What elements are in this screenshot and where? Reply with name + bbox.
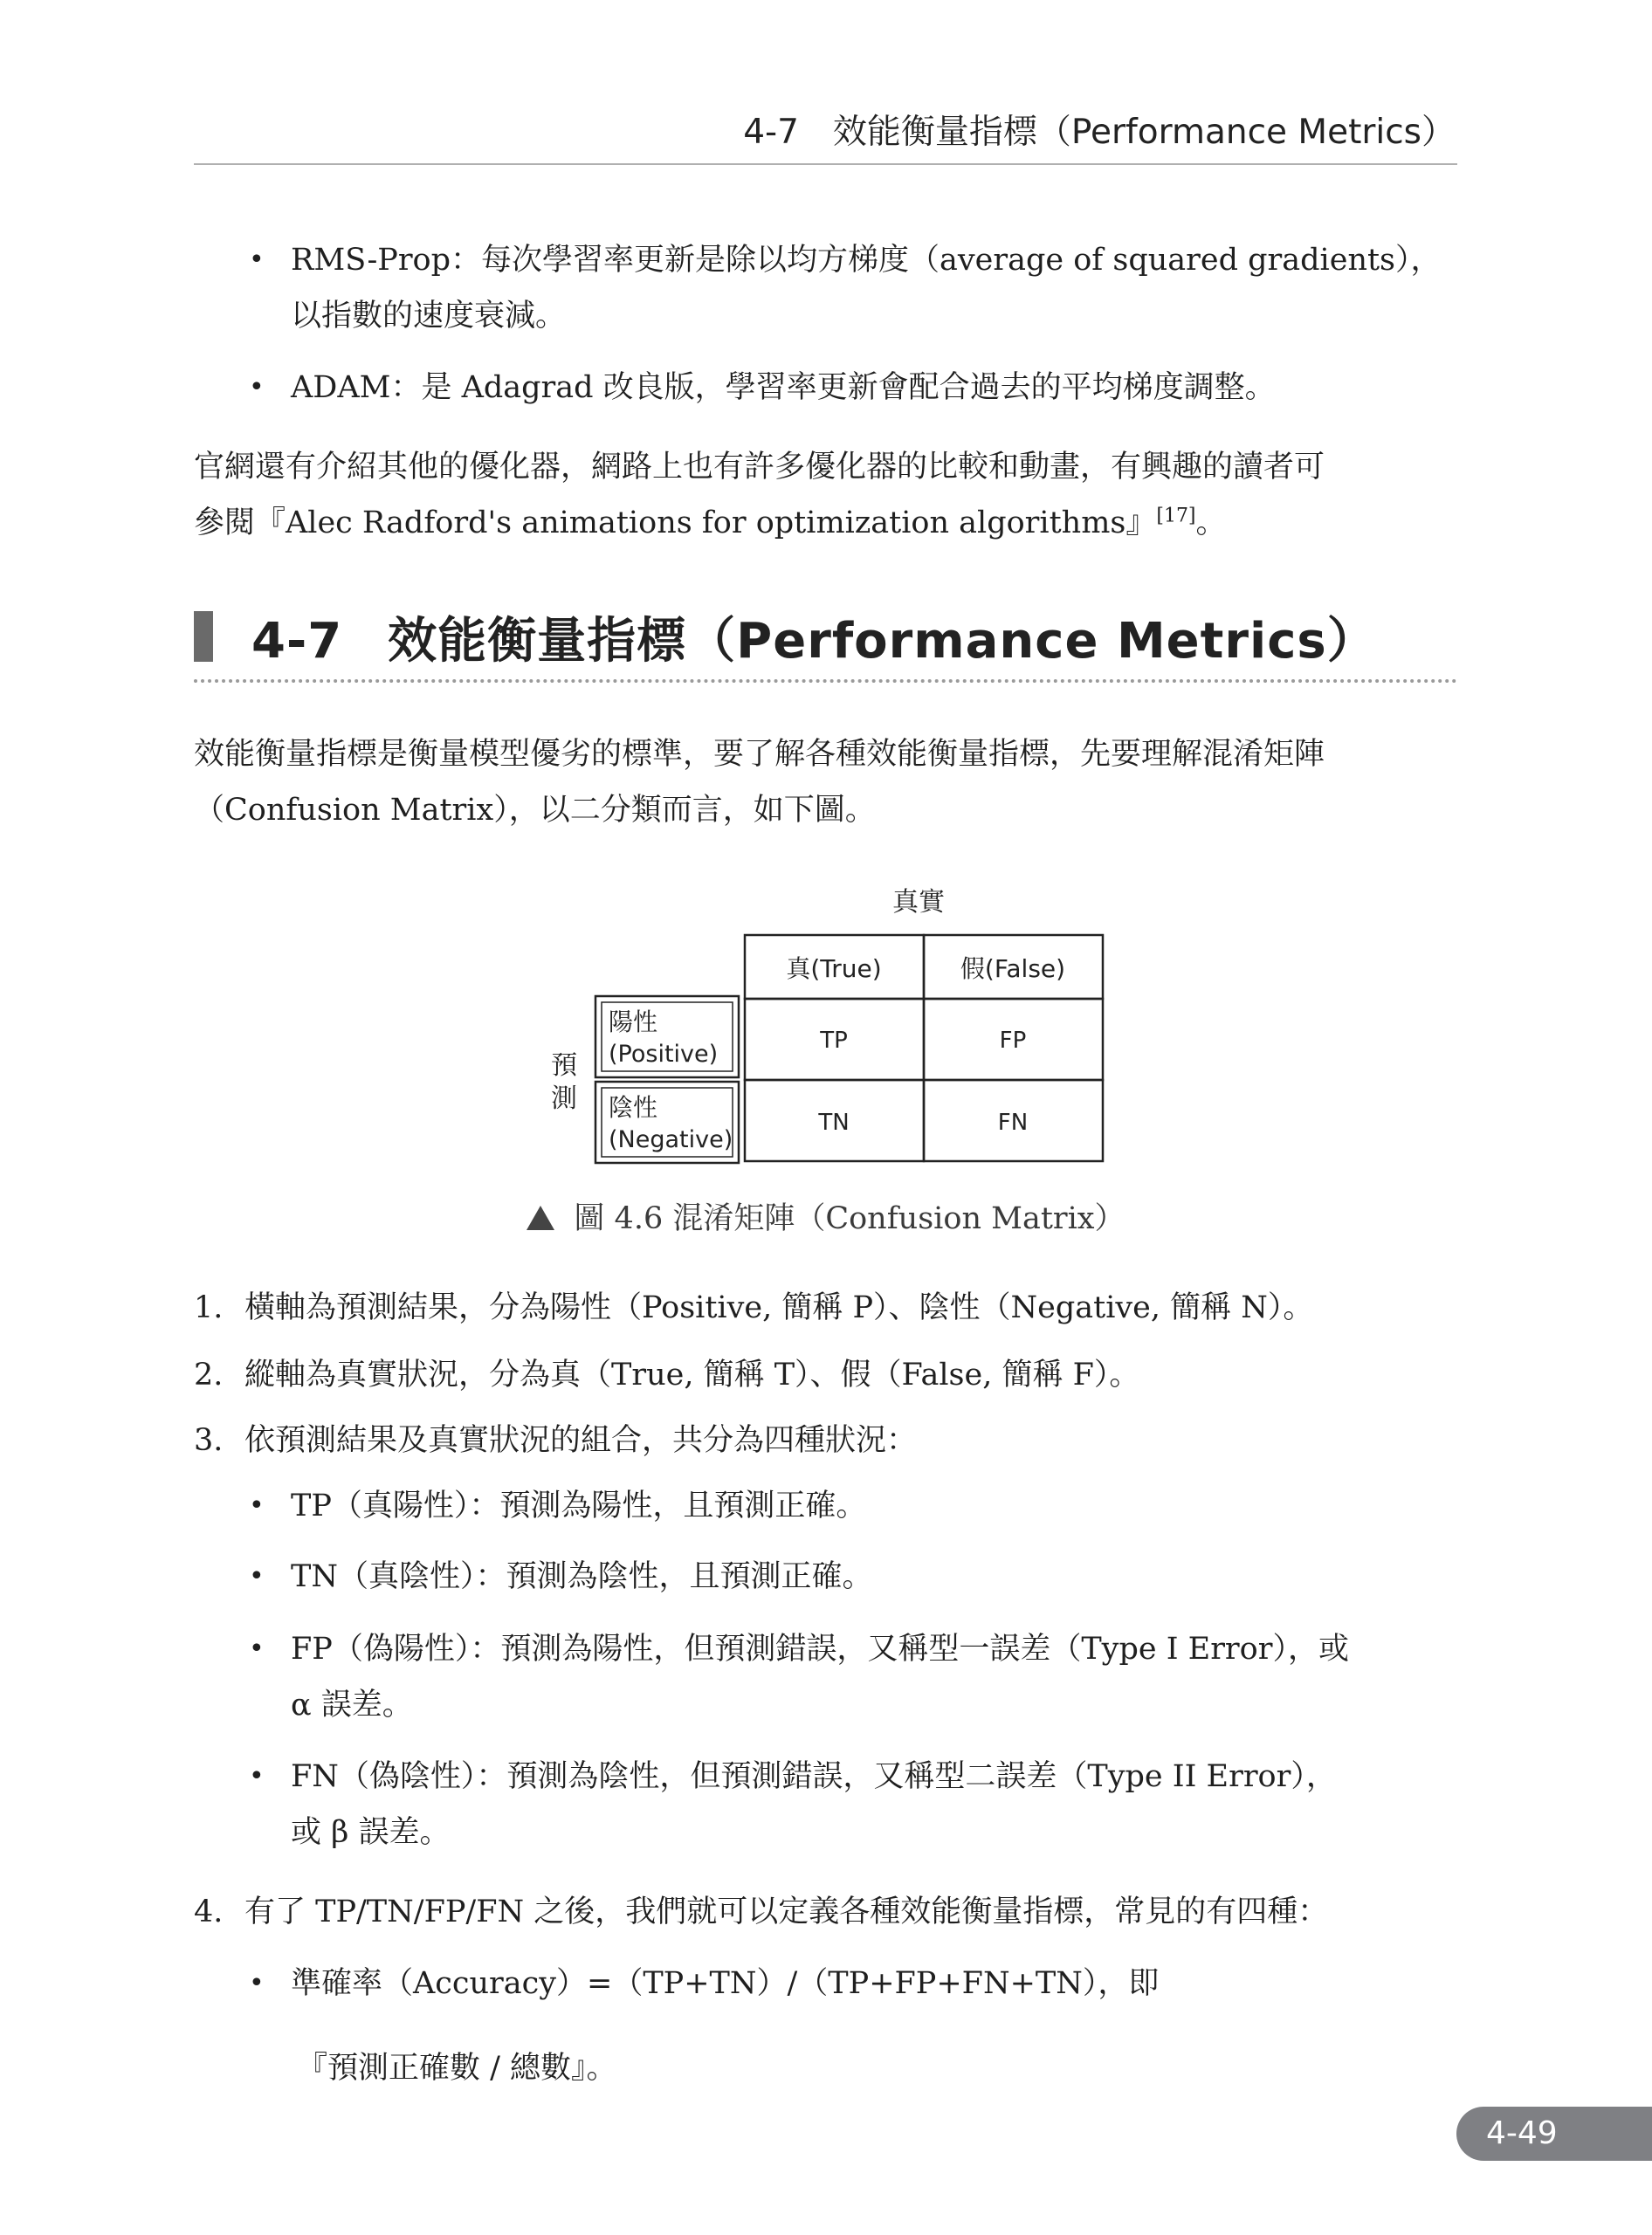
col-false-label: 假(False) <box>960 954 1066 983</box>
bullet-text: TP（真陽性）：預測為陽性，且預測正確。 <box>291 1489 867 1523</box>
bullet-line: α 誤差。 <box>291 1688 413 1723</box>
cell-tp-label: TP <box>820 1028 848 1054</box>
list-number: 1. <box>194 1290 224 1325</box>
list-text: 縱軸為真實狀況，分為真（True, 簡稱 T）、假（False, 簡稱 F）。 <box>244 1358 1140 1393</box>
bullet-line: RMS-Prop：每次學習率更新是除以均方梯度（average of squared gradients）， <box>291 243 1442 278</box>
bullet-dot-icon: • <box>249 1761 265 1791</box>
row-negative-label-1: 陰性 <box>609 1093 658 1122</box>
bullet-text <box>291 1749 1457 1860</box>
list-item <box>194 1884 1457 1940</box>
list-number: 3. <box>194 1423 224 1458</box>
cell-fp-label: FP <box>999 1028 1027 1054</box>
list-number: 2. <box>194 1358 224 1393</box>
col-true-label: 真(True) <box>786 954 882 983</box>
list-item <box>194 1413 1457 1468</box>
list-number: 4. <box>194 1895 224 1929</box>
bullet-accuracy <box>249 1956 1457 2012</box>
bullet-line: 或 β 誤差。 <box>291 1815 451 1850</box>
row-negative-label-2: (Negative) <box>609 1126 733 1153</box>
bullet-dot-icon: • <box>249 1561 265 1592</box>
bullet-line: FP（偽陽性）：預測為陽性，但預測錯誤，又稱型一誤差（Type I Error），或 <box>291 1632 1349 1667</box>
bullet-tp <box>249 1478 1457 1534</box>
section-number: 4-7 <box>251 613 343 670</box>
bullet-text: TN（真陰性）：預測為陰性，且預測正確。 <box>291 1559 873 1594</box>
bullet-tn <box>249 1549 1457 1605</box>
bullet-line: FN（偽陰性）：預測為陰性，但預測錯誤，又稱型二誤差（Type II Error）， <box>291 1759 1337 1794</box>
bullet-text: 準確率（Accuracy）=（TP+TN）/（TP+FP+FN+TN），即 <box>291 1966 1160 2001</box>
row-positive-label-2: (Positive) <box>609 1041 719 1068</box>
bullet-dot-icon: • <box>249 372 265 402</box>
actual-axis-label: 真實 <box>892 887 945 918</box>
list-item <box>194 1280 1457 1336</box>
bullet-dot-icon: • <box>249 1968 265 1998</box>
paragraph-line: 參閱『Alec Radford's animations for optimization algorithms』 <box>194 505 1157 540</box>
predicted-axis-label-2: 測 <box>551 1083 577 1114</box>
cell-fn-label: FN <box>997 1110 1029 1136</box>
row-positive-label-1: 陽性 <box>609 1007 658 1036</box>
triangle-icon <box>527 1206 554 1230</box>
running-header-title: 4-7 效能衡量指標（Performance Metrics） <box>743 113 1456 152</box>
paragraph-line: 官網還有介紹其他的優化器，網路上也有許多優化器的比較和動畫，有興趣的讀者可 <box>194 450 1325 485</box>
bullet-dot-icon: • <box>249 244 265 275</box>
bullet-fp <box>249 1621 1457 1733</box>
bullet-text <box>291 1621 1457 1733</box>
cell-tn-label: TN <box>818 1110 850 1136</box>
paragraph-line: （Confusion Matrix），以二分類而言，如下圖。 <box>194 793 876 828</box>
list-item <box>194 1347 1457 1403</box>
figure-caption <box>0 1194 1652 1238</box>
list-text: 依預測結果及真實狀況的組合，共分為四種狀況： <box>244 1423 918 1458</box>
bullet-fn <box>249 1749 1457 1860</box>
paragraph-line: 效能衡量指標是衡量模型優劣的標準，要了解各種效能衡量指標，先要理解混淆矩陣 <box>194 737 1325 772</box>
bullet-dot-icon: • <box>249 1490 265 1521</box>
accuracy-definition: 『預測正確數 / 總數』。 <box>297 2051 617 2086</box>
citation-reference[interactable]: [17] <box>1156 505 1196 527</box>
figure-caption-text: 圖 4.6 混淆矩陣（Confusion Matrix） <box>574 1201 1125 1236</box>
bullet-dot-icon: • <box>249 1633 265 1664</box>
section-title-text: 效能衡量指標（Performance Metrics） <box>388 613 1377 670</box>
page-number-tab: 4-49 <box>1456 2107 1652 2161</box>
bullet-line: 以指數的速度衰減。 <box>291 299 567 334</box>
paragraph-line: 。 <box>1195 505 1227 540</box>
bullet-text: ADAM：是 Adagrad 改良版，學習率更新會配合過去的平均梯度調整。 <box>291 370 1276 405</box>
list-text: 有了 TP/TN/FP/FN 之後，我們就可以定義各種效能衡量指標，常見的有四種： <box>244 1895 1329 1929</box>
predicted-axis-label-1: 預 <box>551 1050 577 1081</box>
list-text: 橫軸為預測結果，分為陽性（Positive, 簡稱 P）、陰性（Negative, 簡稱 N）。 <box>244 1290 1314 1325</box>
